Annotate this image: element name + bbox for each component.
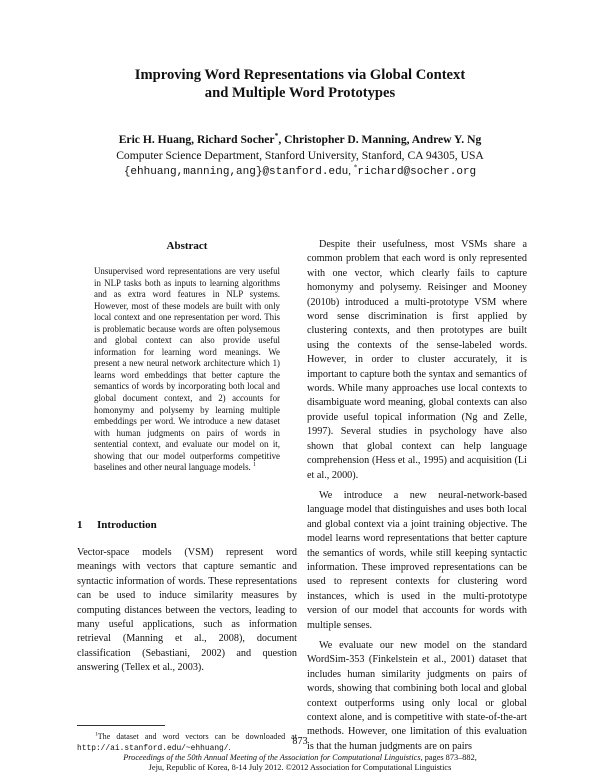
author-names-a: Eric H. Huang, Richard Socher xyxy=(118,133,275,146)
proceedings-line-1 xyxy=(60,753,540,763)
footnote-text: The dataset and word vectors can be downloaded at xyxy=(97,732,297,741)
email-star: * xyxy=(353,163,358,172)
body-paragraph-2: We introduce a new neural-network-based language model that distinguishes and uses both local and global context via a joint training objective. The model learns word representations that better capture the semantics of words, while still keeping syntactic information. These improved representations can be used to represent contexts for clustering word instances, which is used in the multi-prototype version of our model that accounts for words with multiple senses. xyxy=(307,489,527,631)
paper-title xyxy=(0,66,600,102)
section-number: 1 xyxy=(77,519,83,531)
email-separator: , xyxy=(348,165,354,177)
proceedings-venue: Proceedings of the 50th Annual Meeting of the Association for Computational Linguistics xyxy=(123,753,421,762)
body-paragraph-3: We evaluate our new model on the standard WordSim-353 (Finkelstein et al., 2001) dataset that includes human similarity judgments on pairs of words, showing that combining both local and global context outperforms using only local or global context alone, and is competitive with state-of-the-art methods. However, one limitation of this evaluation is that the human judgments are on pairs xyxy=(307,639,527,752)
affiliation: Computer Science Department, Stanford University, Stanford, CA 94305, USA xyxy=(116,149,484,162)
title-line-1: Improving Word Representations via Global Context xyxy=(134,67,466,83)
author-star: * xyxy=(274,131,279,141)
body-paragraph-1: Despite their usefulness, most VSMs share a common problem that each word is only represented with one vector, which clearly fails to capture homonymy and polysemy. Reisinger and Mooney (2010b) introduced a multi-prototype VSM where word sense discrimination is first applied by clustering contexts, and then prototypes are built using the contexts of the sense-labeled words. However, in order to cluster accurately, it is important to capture both the syntax and semantics of words. While many approaches use local contexts to disambiguate word meaning, global contexts can also provide useful topical information (Ng and Zelle, 1997). Several studies in psychology have also shown that global context can help language comprehension (Hess et al., 1995) and acquisition (Li et al., 2000). xyxy=(307,239,527,481)
proceedings-line-2: Jeju, Republic of Korea, 8-14 July 2012. ©2012 Association for Computational Linguistics xyxy=(148,763,452,772)
footnote-mark: 1 xyxy=(95,731,98,738)
section-heading-introduction xyxy=(77,519,157,531)
abstract-heading: Abstract xyxy=(166,240,208,252)
footnote-url[interactable]: http://ai.stanford.edu/~ehhuang/ xyxy=(77,744,229,753)
footnote-end: . xyxy=(228,743,231,752)
author-emails xyxy=(0,164,600,180)
section-title: Introduction xyxy=(97,519,157,531)
abstract-footnote-mark: 1 xyxy=(252,462,256,469)
footnote-rule xyxy=(77,725,165,726)
right-column xyxy=(307,238,527,760)
abstract-body xyxy=(94,266,280,474)
proceedings-pages: , pages 873–882, xyxy=(420,753,477,762)
intro-paragraph: Vector-space models (VSM) represent word meanings with vectors that capture semantic and syntactic information of words. These representations can be used to induce similarity measures by computing distances between the vectors, leading to many useful applications, such as information retrieval (Manning et al., 2008), document classification (Sebastiani, 2002) and question answering (Tellex et al., 2003). xyxy=(77,547,297,674)
email-group-a: {ehhuang,manning,ang}@stanford.edu xyxy=(123,166,349,178)
email-b: richard@socher.org xyxy=(357,166,477,178)
proceedings-footer xyxy=(60,753,540,773)
page-number: 873 xyxy=(292,736,308,747)
author-list xyxy=(0,132,600,147)
title-line-2: and Multiple Word Prototypes xyxy=(204,85,396,101)
author-names-b: , Christopher D. Manning, Andrew Y. Ng xyxy=(278,133,482,146)
abstract-text: Unsupervised word representations are very useful in NLP tasks both as inputs to learning algorithms and as extra word features in NLP systems. However, most of these models are built with only local context and one representation per word. This is problematic because words are often polysemous and global context can also provide useful information for learning word meanings. We present a new neural network architecture which 1) learns word embeddings that better capture the semantics of words by incorporating both local and global document context, and 2) accounts for homonymy and polysemy by learning multiple embeddings per word. We introduce a new dataset with human judgments on pairs of words in sentential context, and evaluate our model on it, showing that our model outperforms competitive baselines and other neural language models. xyxy=(94,266,280,473)
